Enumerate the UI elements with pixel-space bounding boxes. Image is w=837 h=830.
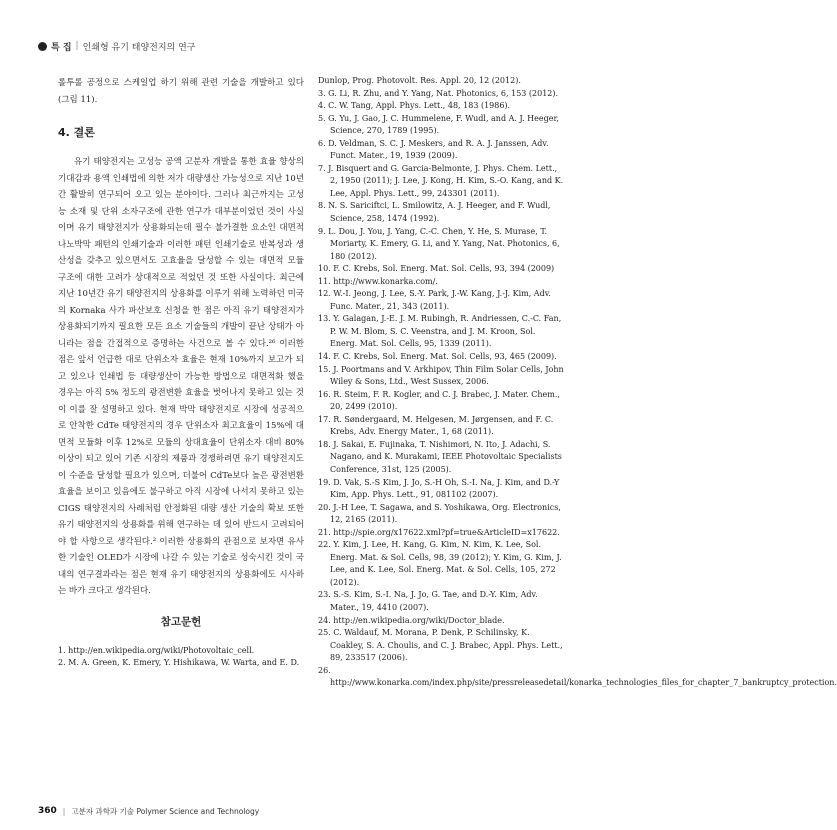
left-column: [58, 75, 304, 670]
reference-item: 5. G. Yu, J. Gao, J. C. Hummelene, F. Wudl, and A. J. Heeger, Science, 270, 1789 (1995).: [318, 113, 559, 136]
reference-item: 22. Y. Kim, J. Lee, H. Kang, G. Kim, N. Kim, K. Lee, Sol. Energ. Mat. & Sol. Cells, 98, 39 (2012); Y. Kim, G. Kim, J. Lee, and K. Lee, Sol. Energ. Mat. & Sol. Cells, 105, 272 (2012).: [318, 540, 562, 587]
reference-item: 13. Y. Galagan, J.-E. J. M. Rubingh, R. Andriessen, C.-C. Fan, P. W. M. Blom, S. C. Veenstra, and J. M. Kroon, Sol. Energ. Mat. Sol. Cells, 95, 1339 (2011).: [318, 314, 562, 349]
reference-list-left: [58, 645, 304, 670]
reference-item: 23. S.-S. Kim, S.-I. Na, J. Jo, G. Tae, and D.-Y. Kim, Adv. Mater., 19, 4410 (2007).: [318, 590, 538, 612]
reference-item: 12. W.-I. Jeong, J. Lee, S.-Y. Park, J.-W. Kang, J.-J. Kim, Adv. Func. Mater., 21, 343 (2011).: [318, 289, 551, 311]
running-footer: [38, 804, 598, 818]
reference-list-right: [318, 75, 837, 690]
page-number: 360: [38, 806, 57, 816]
bullet-icon: [38, 42, 47, 51]
intro-paragraph: 롤투롤 공정으로 스케일업 하기 위해 관련 기술을 개발하고 있다(그림 11).: [58, 78, 304, 105]
reference-item: 6. D. Veldman, S. C. J. Meskers, and R. A. J. Janssen, Adv. Funct. Mater., 19, 1939 (2009).: [318, 138, 549, 161]
reference-item: 7. J. Bisquert and G. Garcia-Belmonte, J. Phys. Chem. Lett., 2, 1950 (2011); J. Lee, J. Kong, H. Kim, S.-O. Kang, and K. Lee, Appl. Phys. Lett., 99, 243301 (2011).: [318, 163, 564, 198]
reference-item: 2. M. A. Green, K. Emery, Y. Hishikawa, W. Warta, and E. D.: [58, 658, 300, 668]
reference-item: 16. R. Steim, F. R. Kogler, and C. J. Brabec, J. Mater. Chem., 20, 2499 (2010).: [318, 389, 560, 412]
header-separator: |: [75, 41, 79, 51]
reference-item: 4. C. W. Tang, Appl. Phys. Lett., 48, 183 (1986).: [318, 101, 511, 111]
reference-item: 8. N. S. Sariciftci, L. Smilowitz, A. J. Heeger, and F. Wudl, Science, 258, 1474 (1992).: [318, 201, 551, 224]
reference-item: 3. G. Li, R. Zhu, and Y. Yang, Nat. Photonics, 6, 153 (2012).: [318, 88, 559, 98]
reference-item: 18. J. Sakai, E. Fujinaka, T. Nishimori, N. Ito, J. Adachi, S. Nagano, and K. Murakami, IEEE Photovoltaic Specialists Conference, 31st, 125 (2005).: [318, 439, 562, 474]
reference-item: 19. D. Vak, S.-S Kim, J. Jo, S.-H Oh, S.-I. Na, J. Kim, and D.-Y Kim, App. Phys. Lett., 91, 081102 (2007).: [318, 477, 560, 500]
header-title: 인쇄형 유기 태양전지의 연구: [82, 42, 196, 53]
reference-item: 26. http://www.konarka.com/index.php/site/pressreleasedetail/konarka_technologies_files_for_chapter_7_bankruptcy_protection.: [318, 665, 837, 688]
reference-item: Dunlop, Prog. Photovolt. Res. Appl. 20, 12 (2012).: [318, 76, 521, 85]
reference-item: 17. R. Søndergaard, M. Helgesen, M. Jørgensen, and F. C. Krebs, Adv. Energy Mater., 1, 68 (2011).: [318, 414, 554, 437]
section-label: 특 집: [51, 42, 72, 53]
reference-item: 20. J.-H Lee, T. Sagawa, and S. Yoshikawa, Org. Electronics, 12, 2165 (2011).: [318, 502, 561, 525]
reference-item: 14. F. C. Krebs, Sol. Energ. Mat. Sol. Cells, 93, 465 (2009).: [318, 352, 557, 362]
reference-item: 21. http://spie.org/x17622.xml?pf=true&ArticleID=x17622.: [318, 527, 560, 537]
footer-separator: |: [62, 806, 66, 816]
reference-item: 1. http://en.wikipedia.org/wiki/Photovoltaic_cell.: [58, 645, 255, 655]
reference-item: 24. http://en.wikipedia.org/wiki/Doctor_blade.: [318, 615, 505, 625]
running-header: [38, 38, 598, 54]
reference-item: 9. L. Dou, J. You, J. Yang, C.-C. Chen, Y. He, S. Murase, T. Moriarty, K. Emery, G. Li, and Y. Yang, Nat. Photonics, 6, 180 (2012).: [318, 226, 560, 261]
right-column: [318, 75, 837, 690]
references-heading: 참고문헌: [160, 615, 202, 628]
reference-item: 15. J. Poortmans and V. Arkhipov, Thin Film Solar Cells, John Wiley & Sons, Ltd., West Sussex, 2006.: [318, 364, 564, 387]
conclusion-paragraph: 유기 태양전지는 고성능 공액 고분자 개발을 통한 효율 향상의 기대감과 용액 인쇄법에 의한 저가 대량생산 가능성으로 지난 10년간 활발히 연구되어 오고 있는 분야이다. 그러나 최근까지는 고성능 소재 및 단위 소자구조에 관한 연구가 대부분이었던 것이 사실이며 유기 태양전지가 상용화되는데 필수 불가결한 요소인 대면적 나노박막 패턴의 인쇄기술과 이러한 패턴 인쇄기술로 반복성과 생산성을 갖추고 있으면서도 고효율을 달성할 수 있는 대면적 모듈 구조에 대한 고려가 상대적으로 적었던 것 또한 사실이다. 최근에 지난 10년간 유기 태양전지의 상용화를 이루기 위해 노력하던 미국의 Kornaka 사가 파산보호 신청을 한 점은 아직 유기 태양전지가 상용화되기까지 필요한 모든 요소 기술들의 개발이 끝난 상태가 아니라는 점을 간접적으로 증명하는 사건으로 볼 수 있다.²⁶ 이러한 점은 앞서 언급한 대로 단위소자 효율은 현재 10%까지 보고가 되고 있으나 인쇄법 등 대량생산이 가능한 방법으로 대면적화 했을 경우는 아직 5% 정도의 광전변환 효율을 벗어나지 못하고 있는 것이 이를 잘 설명하고 있다. 현재 박막 태양전지로 시장에 성공적으로 안착한 CdTe 태양전지의 경우 단위소자 최고효율이 15%에 대면적 모듈화 이후 12%로 모듈의 상대효율이 단위소자 대비 80% 이상이 되고 있어 기존 시장의 제품과 경쟁하려면 유기 태양전지도 이 수준을 달성할 필요가 있으며, 더불어 CdTe보다 높은 광전변환 효율을 보이고 있음에도 불구하고 아직 시장에 나서지 못하고 있는 CIGS 태양전지의 사례처럼 안정화된 대량 생산 기술의 확보 또한 유기 태양전지의 상용화를 위해 연구하는 데 있어 반드시 고려되어야 할 사항으로 생각된다.² 이러한 상용화의 관점으로 보자면 유사한 기술인 OLED가 시장에 나갈 수 있는 기술로 성숙시킨 것이 국내의 연구결과라는 점은 현재 유기 태양전지의 상용화에도 시사하는 바가 크다고 생각된다.: [58, 157, 304, 596]
reference-item: 10. F. C. Krebs, Sol. Energ. Mat. Sol. Cells, 93, 394 (2009): [318, 264, 555, 274]
reference-item: 25. C. Waldauf, M. Morana, P. Denk, P. Schilinsky, K. Coakley, S. A. Choulis, and C. J. Brabec, Appl. Phys. Lett., 89, 233517 (2006).: [318, 628, 563, 663]
reference-item: 11. http://www.konarka.com/.: [318, 276, 438, 286]
journal-name: 고분자 과학과 기술 Polymer Science and Technology: [71, 806, 260, 816]
conclusion-heading: 4. 결론: [58, 126, 95, 139]
